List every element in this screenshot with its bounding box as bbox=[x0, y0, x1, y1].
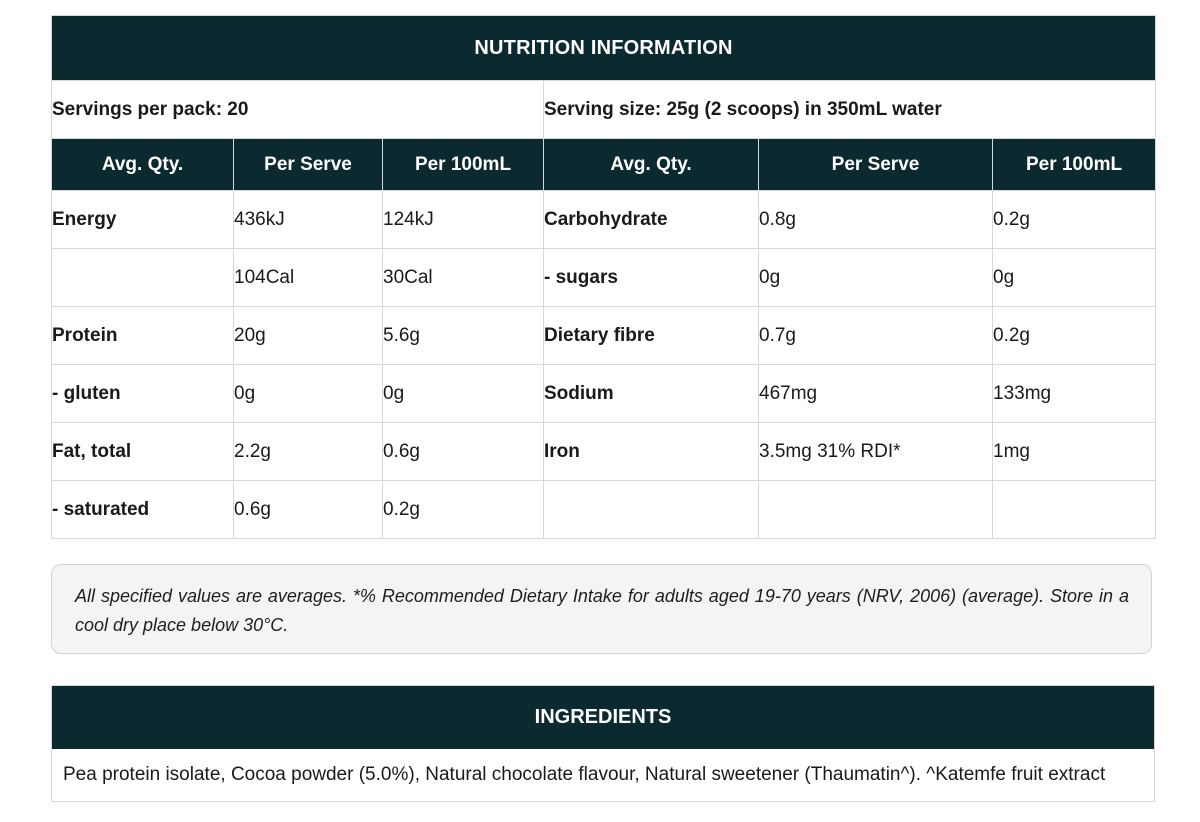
table-cell: 104Cal bbox=[234, 249, 383, 307]
table-cell: 0.2g bbox=[993, 307, 1156, 365]
ingredients-panel bbox=[51, 685, 1155, 802]
table-cell: - sugars bbox=[544, 249, 759, 307]
table-cell bbox=[759, 481, 993, 539]
nutrition-title: NUTRITION INFORMATION bbox=[52, 16, 1156, 81]
table-row bbox=[52, 423, 1156, 481]
table-cell: 30Cal bbox=[383, 249, 544, 307]
table-cell: 467mg bbox=[759, 365, 993, 423]
table-cell: 2.2g bbox=[234, 423, 383, 481]
table-row bbox=[52, 365, 1156, 423]
table-cell: 0g bbox=[993, 249, 1156, 307]
table-row bbox=[52, 191, 1156, 249]
table-cell: Protein bbox=[52, 307, 234, 365]
column-header: Avg. Qty. bbox=[544, 139, 759, 191]
table-cell: Fat, total bbox=[52, 423, 234, 481]
column-header: Per 100mL bbox=[993, 139, 1156, 191]
table-row bbox=[52, 249, 1156, 307]
storage-note: All specified values are averages. *% Recommended Dietary Intake for adults aged 19-70 years (NRV, 2006) (average). Store in a cool dry place below 30°C. bbox=[51, 564, 1152, 654]
column-header: Per 100mL bbox=[383, 139, 544, 191]
table-cell bbox=[544, 481, 759, 539]
ingredients-text: Pea protein isolate, Cocoa powder (5.0%), Natural chocolate flavour, Natural sweetener (Thaumatin^). ^Katemfe fruit extract bbox=[63, 764, 1106, 785]
nutrition-table bbox=[51, 15, 1156, 539]
table-cell: 133mg bbox=[993, 365, 1156, 423]
table-cell bbox=[52, 249, 234, 307]
table-cell: 5.6g bbox=[383, 307, 544, 365]
table-cell: - saturated bbox=[52, 481, 234, 539]
column-header: Avg. Qty. bbox=[52, 139, 234, 191]
table-row bbox=[52, 481, 1156, 539]
table-cell: 124kJ bbox=[383, 191, 544, 249]
table-cell: Dietary fibre bbox=[544, 307, 759, 365]
table-cell: 0.7g bbox=[759, 307, 993, 365]
table-cell: 0g bbox=[383, 365, 544, 423]
table-cell: 0g bbox=[234, 365, 383, 423]
table-cell: - gluten bbox=[52, 365, 234, 423]
table-cell: 0.6g bbox=[234, 481, 383, 539]
table-cell: Sodium bbox=[544, 365, 759, 423]
serving-size: Serving size: 25g (2 scoops) in 350mL water bbox=[544, 81, 1156, 139]
table-cell: Iron bbox=[544, 423, 759, 481]
ingredients-title: INGREDIENTS bbox=[52, 686, 1154, 749]
table-cell: 0.2g bbox=[383, 481, 544, 539]
column-header: Per Serve bbox=[234, 139, 383, 191]
table-cell: 0g bbox=[759, 249, 993, 307]
table-cell: 3.5mg 31% RDI* bbox=[759, 423, 993, 481]
table-cell: Energy bbox=[52, 191, 234, 249]
table-row bbox=[52, 307, 1156, 365]
table-cell: 0.6g bbox=[383, 423, 544, 481]
servings-per-pack: Servings per pack: 20 bbox=[52, 81, 544, 139]
table-cell: 1mg bbox=[993, 423, 1156, 481]
table-cell: 0.8g bbox=[759, 191, 993, 249]
table-cell bbox=[993, 481, 1156, 539]
column-header: Per Serve bbox=[759, 139, 993, 191]
table-cell: Carbohydrate bbox=[544, 191, 759, 249]
table-cell: 0.2g bbox=[993, 191, 1156, 249]
table-cell: 436kJ bbox=[234, 191, 383, 249]
table-cell: 20g bbox=[234, 307, 383, 365]
